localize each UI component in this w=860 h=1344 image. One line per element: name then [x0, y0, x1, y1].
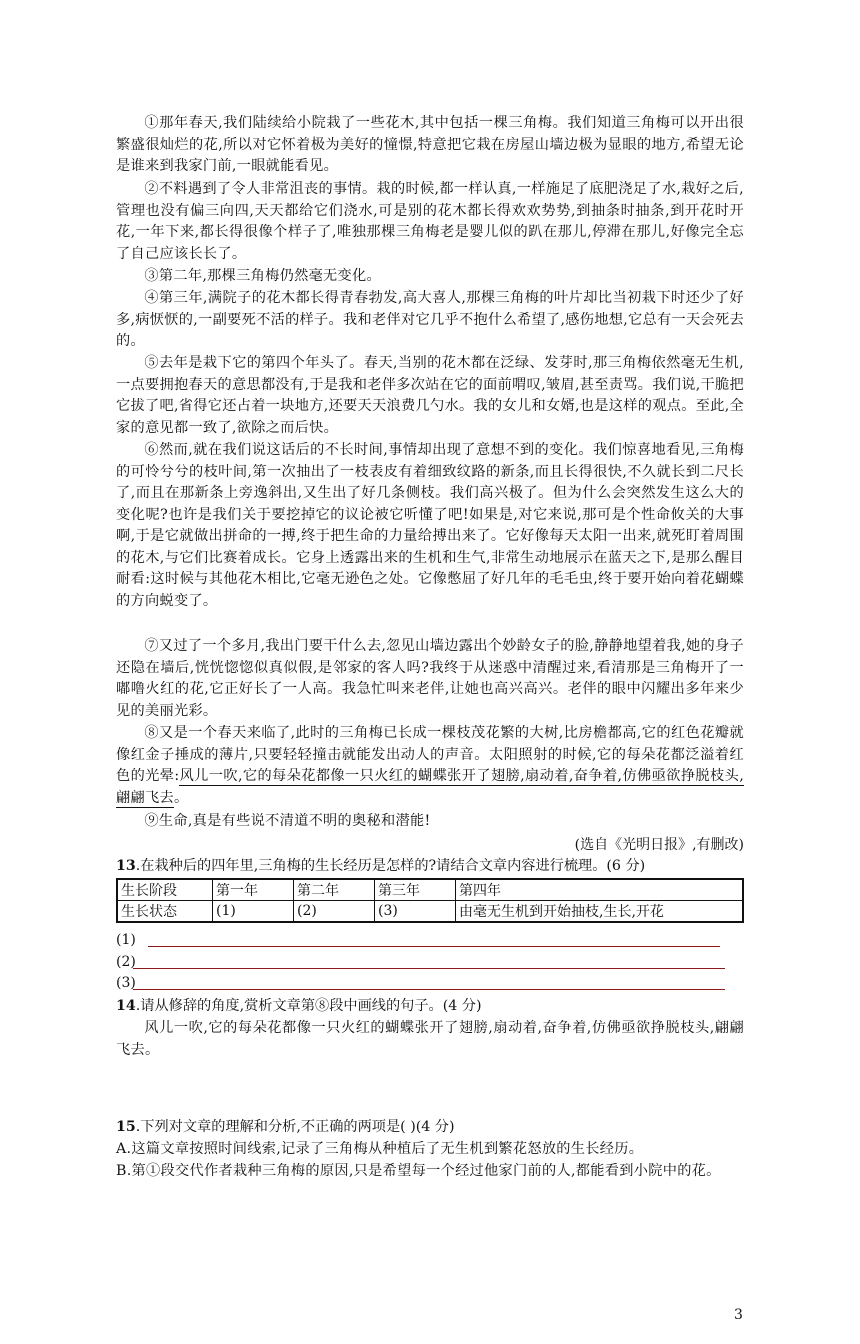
answer-line-1[interactable] — [148, 946, 720, 947]
paragraph-8-text: ⑧又是一个春天来临了,此时的三角梅已长成一棵枝茂花繁的大树,比房檐都高,它的红色花瓣就像红金子捶成的薄片,只要轻轻撞击就能发出动人的声音。太阳照射的时候,它的每朵花都泛溢着红色的光晕: — [116, 725, 744, 784]
page-number: 3 — [734, 1307, 743, 1323]
option-b[interactable]: B.第①段交代作者栽种三角梅的原因,只是希望每一个经过他家门前的人,都能看到小院中的花。 — [116, 1163, 721, 1179]
growth-table — [116, 878, 744, 923]
table-cell: (3) — [375, 901, 456, 923]
answer-label-3: (3) — [116, 975, 136, 991]
question-15-text: .下列对文章的理解和分析,不正确的两项是( )(4 分) — [135, 1119, 455, 1135]
paragraph-1: ①那年春天,我们陆续给小院栽了一些花木,其中包括一棵三角梅。我们知道三角梅可以开出很繁盛很灿烂的花,所以对它怀着极为美好的憧憬,特意把它栽在房屋山墙边极为显眼的地方,希望无论是谁来到我家门前,一眼就能看见。 — [116, 115, 744, 174]
question-15-number: 15 — [116, 1119, 136, 1135]
question-14 — [116, 996, 746, 1017]
table-cell: 第四年 — [456, 879, 744, 901]
table-cell: 第三年 — [375, 879, 456, 901]
table-cell: 生长状态 — [117, 901, 213, 923]
answer-label-2: (2) — [116, 954, 136, 970]
table-cell: 第二年 — [294, 879, 375, 901]
paragraph-9: ⑨生命,真是有些说不清道不明的奥秘和潜能! — [144, 813, 431, 829]
question-14-number: 14 — [116, 998, 136, 1014]
table-cell: (1) — [213, 901, 294, 923]
table-cell: 第一年 — [213, 879, 294, 901]
answer-line-2[interactable] — [133, 968, 725, 969]
table-cell: 生长阶段 — [117, 879, 213, 901]
underlined-sentence: 风儿一吹,它的每朵花都像一只火红的蝴蝶张开了翅膀,扇动着,奋争着,仿佛亟欲挣脱枝头,翩翩飞去 — [116, 768, 745, 806]
source-note: (选自《光明日报》,有删改) — [574, 837, 744, 853]
answer-line-3[interactable] — [133, 989, 725, 990]
paragraph-3: ③第二年,那棵三角梅仍然毫无变化。 — [144, 268, 382, 284]
question-15 — [116, 1117, 746, 1138]
paragraph-4: ④第三年,满院子的花木都长得青春勃发,高大喜人,那棵三角梅的叶片却比当初栽下时还少了好多,病恹恹的,一副要死不活的样子。我和老伴对它几乎不抱什么希望了,感伤地想,它总有一天会死去的。 — [116, 290, 744, 349]
paragraph-8-end: 。 — [173, 789, 189, 806]
table-cell: 由毫无生机到开始抽枝,生长,开花 — [456, 901, 744, 923]
question-13 — [116, 856, 746, 877]
question-13-text: .在栽种后的四年里,三角梅的生长经历是怎样的?请结合文章内容进行梳理。(6 分) — [135, 858, 646, 874]
table-row — [117, 879, 743, 901]
question-13-number: 13 — [116, 858, 136, 874]
option-a[interactable]: A.这篇文章按照时间线索,记录了三角梅从种植后了无生机到繁花怒放的生长经历。 — [116, 1141, 644, 1157]
table-cell: (2) — [294, 901, 375, 923]
paragraph-5: ⑤去年是栽下它的第四个年头了。春天,当别的花木都在泛绿、发芽时,那三角梅依然毫无生机,一点要拥抱春天的意思都没有,于是我和老伴多次站在它的面前喟叹,皱眉,甚至责骂。我们说,干脆把它拔了吧,省得它还占着一块地方,还要天天浪费几勺水。我的女儿和女婿,也是这样的观点。至此,全家的意见都一致了,欲除之而后快。 — [116, 355, 744, 436]
answer-label-1: (1) — [116, 932, 136, 948]
question-14-text: .请从修辞的角度,赏析文章第⑧段中画线的句子。(4 分) — [135, 998, 482, 1014]
paragraph-7: ⑦又过了一个多月,我出门要干什么去,忽见山墙边露出个妙龄女子的脸,静静地望着我,她的身子还隐在墙后,恍恍惚惚似真似假,是邻家的客人吗?我终于从迷惑中清醒过来,看清那是三角梅开了一嘟噜火红的花,它正好长了一人高。我急忙叫来老伴,让她也高兴高兴。老伴的眼中闪耀出多年来少见的美丽光彩。 — [116, 638, 744, 719]
question-14-quote: 风儿一吹,它的每朵花都像一只火红的蝴蝶张开了翅膀,扇动着,奋争着,仿佛亟欲挣脱枝头,翩翩飞去。 — [116, 1020, 744, 1058]
table-row — [117, 901, 743, 923]
paragraph-6: ⑥然而,就在我们说这话后的不长时间,事情却出现了意想不到的变化。我们惊喜地看见,三角梅的可怜兮兮的枝叶间,第一次抽出了一枝表皮有着细致纹路的新条,而且长得很快,不久就长到二尺长了,而且在那新条上旁逸斜出,又生出了好几条侧枝。我们高兴极了。但为什么会突然发生这么大的变化呢?也许是我们关于要挖掉它的议论被它听懂了吧!如果是,对它来说,那可是个性命攸关的大事啊,于是它就做出拼命的一搏,终于把生命的力量给搏出来了。它好像每天太阳一出来,就死盯着周围的花木,与它们比赛着成长。它身上透露出来的生机和生气,非常生动地展示在蓝天之下,是那么醒目耐看:这时候与其他花木相比,它毫无逊色之处。它像憋屈了好几年的毛毛虫,终于要开始向着花蝴蝶的方向蜕变了。 — [116, 442, 744, 609]
paragraph-2: ②不料遇到了令人非常沮丧的事情。栽的时候,都一样认真,一样施足了底肥浇足了水,栽好之后,管理也没有偏三向四,天天都给它们浇水,可是别的花木都长得欢欢势势,到抽条时抽条,到开花时开花,一年下来,都长得很像个样子了,唯独那棵三角梅老是婴儿似的趴在那儿,停滞在那儿,好像完全忘了自己应该长长了。 — [116, 181, 744, 262]
paragraph-8 — [116, 723, 744, 809]
